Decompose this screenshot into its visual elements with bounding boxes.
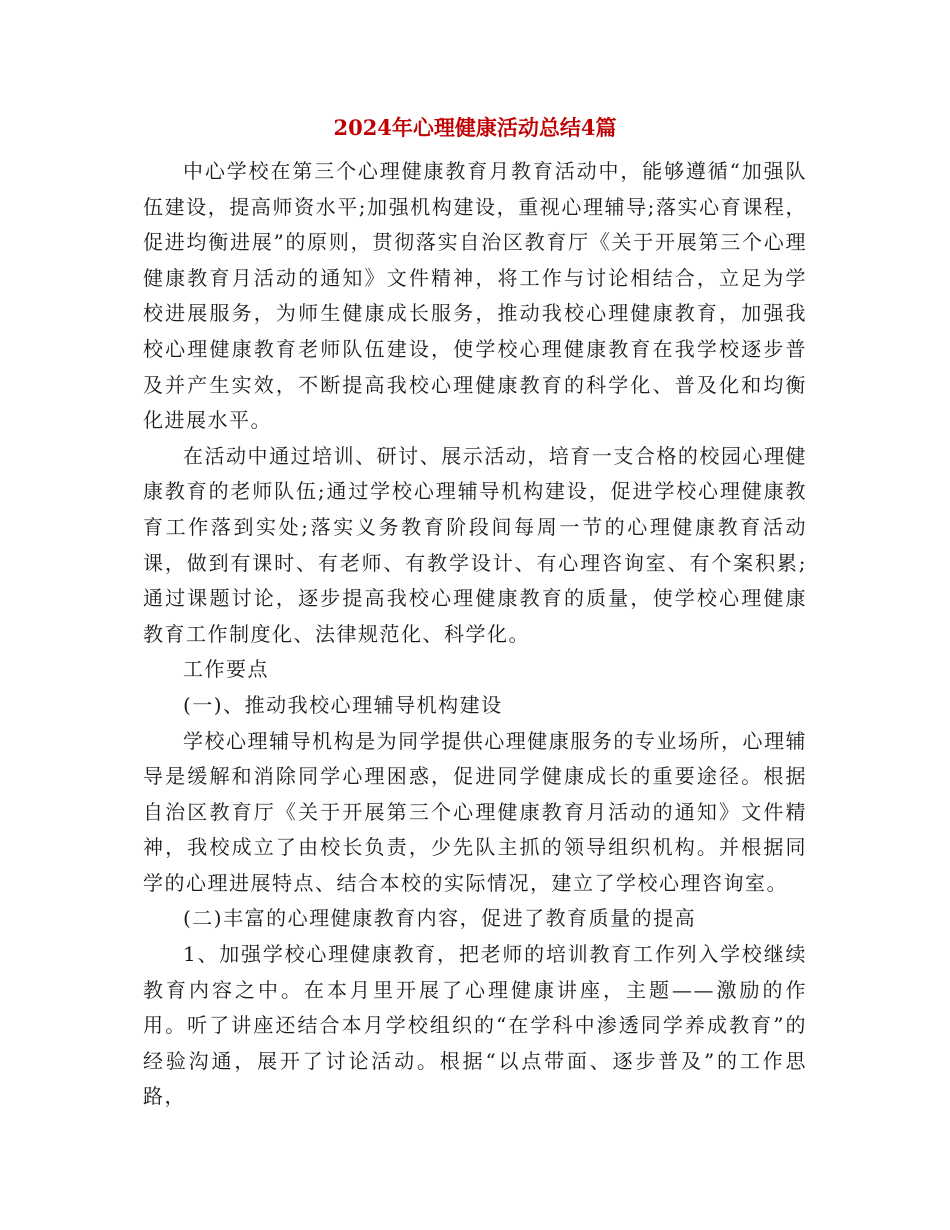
subheading-two: (二)丰富的心理健康教育内容，促进了教育质量的提高 xyxy=(183,906,697,931)
document-body xyxy=(143,154,807,1115)
paragraph-intro: 中心学校在第三个心理健康教育月教育活动中，能够遵循“加强队伍建设，提高师资水平;加强机构建设，重视心理辅导;落实心育课程，促进均衡进展”的原则，贯彻落实自治区教育厅《关于开展第三个心理健康教育月活动的通知》文件精神，将工作与讨论相结合，立足为学校进展服务，为师生健康成长服务，推动我校心理健康教育，加强我校心理健康教育老师队伍建设，使学校心理健康教育在我学校逐步普及并产生实效，不断提高我校心理健康教育的科学化、普及化和均衡化进展水平。 xyxy=(143,159,807,433)
subheading-one: (一)、推动我校心理辅导机构建设 xyxy=(183,692,503,717)
section-heading-work-points: 工作要点 xyxy=(183,657,269,682)
paragraph-item-one: 1、加强学校心理健康教育，把老师的培训教育工作列入学校继续教育内容之中。在本月里开展了心理健康讲座，主题——激励的作用。听了讲座还结合本月学校组织的“在学科中渗透同学养成教育”的经验沟通，展开了讨论活动。根据“以点带面、逐步普及”的工作思路， xyxy=(143,942,807,1109)
paragraph-counseling-body: 学校心理辅导机构是为同学提供心理健康服务的专业场所，心理辅导是缓解和消除同学心理困惑，促进同学健康成长的重要途径。根据自治区教育厅《关于开展第三个心理健康教育月活动的通知》文件精神，我校成立了由校长负责，少先队主抓的领导组织机构。并根据同学的心理进展特点、结合本校的实际情况，建立了学校心理咨询室。 xyxy=(143,728,807,895)
paragraph-activities: 在活动中通过培训、研讨、展示活动，培育一支合格的校园心理健康教育的老师队伍;通过学校心理辅导机构建设，促进学校心理健康教育工作落到实处;落实义务教育阶段间每周一节的心理健康教育活动课，做到有课时、有老师、有教学设计、有心理咨询室、有个案积累;通过课题讨论，逐步提高我校心理健康教育的质量，使学校心理健康教育工作制度化、法律规范化、科学化。 xyxy=(143,443,807,646)
document-title: 2024年心理健康活动总结4篇 xyxy=(333,115,617,140)
